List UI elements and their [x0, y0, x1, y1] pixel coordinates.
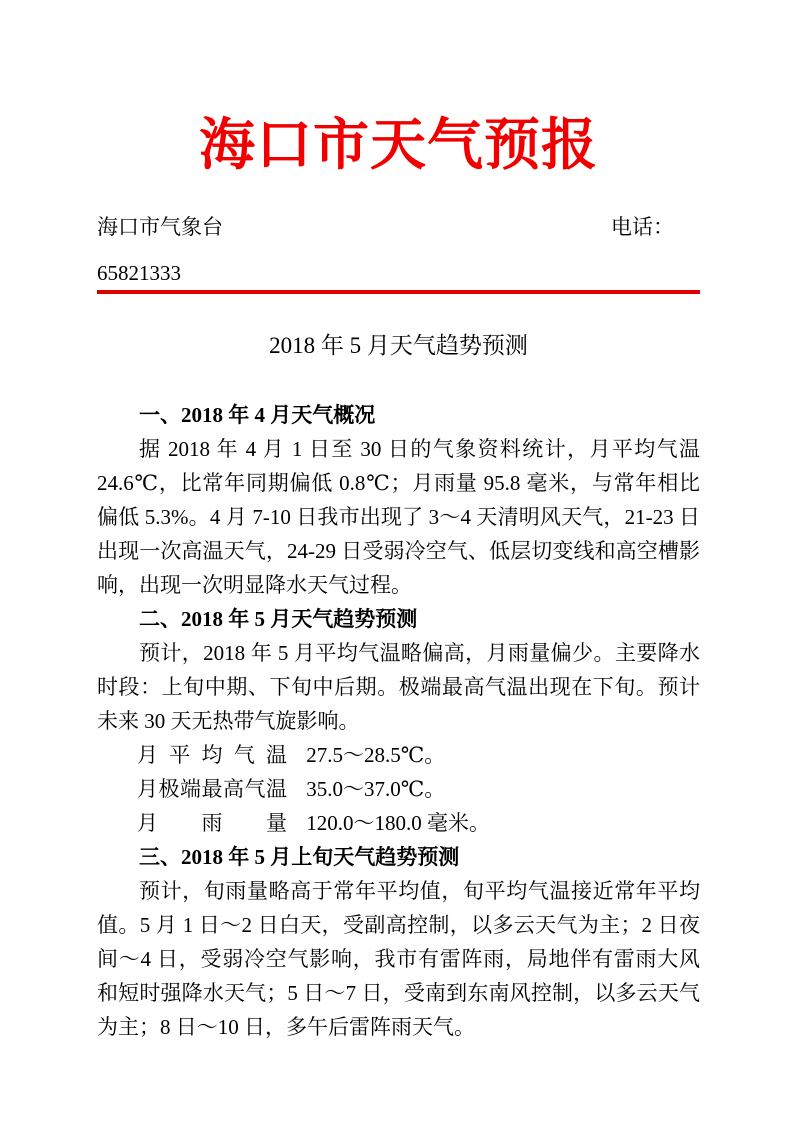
section-3-heading: 三、2018 年 5 月上旬天气趋势预测 — [139, 845, 460, 869]
stat-value-max-temp: 35.0～37.0℃。 — [306, 777, 446, 801]
stat-label-rainfall: 月雨量 — [137, 811, 287, 835]
divider-rule — [97, 290, 700, 294]
agency-name: 海口市气象台 — [97, 215, 223, 239]
section-3-paragraph: 预计，旬雨量略高于常年平均值，旬平均气温接近常年平均值。5 月 1 日～2 日白天，受副高控制，以多云天气为主；2 日夜间～4 日，受弱冷空气影响，我市有雷阵雨，局地伴有雷雨大风和短时强降水天气；5 日～7 日，受南到东南风控制，以多云天气为主；8 日～10 日，多午后雷阵雨天气。 — [97, 879, 700, 1039]
section-2-paragraph: 预计，2018 年 5 月平均气温略偏高，月雨量偏少。主要降水时段：上旬中期、下旬中后期。极端最高气温出现在下旬。预计未来 30 天无热带气旋影响。 — [97, 641, 700, 733]
stat-row-rainfall — [97, 806, 700, 840]
stat-value-rainfall: 120.0～180.0 毫米。 — [306, 811, 490, 835]
stat-value-avg-temp: 27.5～28.5℃。 — [306, 743, 446, 767]
phone-number: 65821333 — [97, 261, 181, 285]
main-title: 海口市天气预报 — [199, 113, 598, 176]
section-1-heading: 一、2018 年 4 月天气概况 — [139, 403, 376, 427]
stat-label-max-temp: 月极端最高气温 — [137, 777, 287, 801]
section-2-heading: 二、2018 年 5 月天气趋势预测 — [139, 607, 418, 631]
section-1-paragraph: 据 2018 年 4 月 1 日至 30 日的气象资料统计，月平均气温 24.6℃，比常年同期偏低 0.8℃；月雨量 95.8 毫米，与常年相比偏低 5.3%。4 月 7-10 日我市出现了 3～4 天清明风天气，21-23 日出现一次高温天气，24-29 日受弱冷空气、低层切变线和高空槽影响，出现一次明显降水天气过程。 — [97, 437, 700, 597]
phone-label: 电话： — [611, 215, 674, 239]
agency-info-row — [97, 214, 700, 240]
stat-label-avg-temp: 月平均气温 — [137, 743, 287, 767]
stat-row-max-temp — [97, 772, 700, 806]
doc-subtitle: 2018 年 5 月天气趋势预测 — [269, 333, 528, 358]
stat-row-avg-temp — [97, 738, 700, 772]
